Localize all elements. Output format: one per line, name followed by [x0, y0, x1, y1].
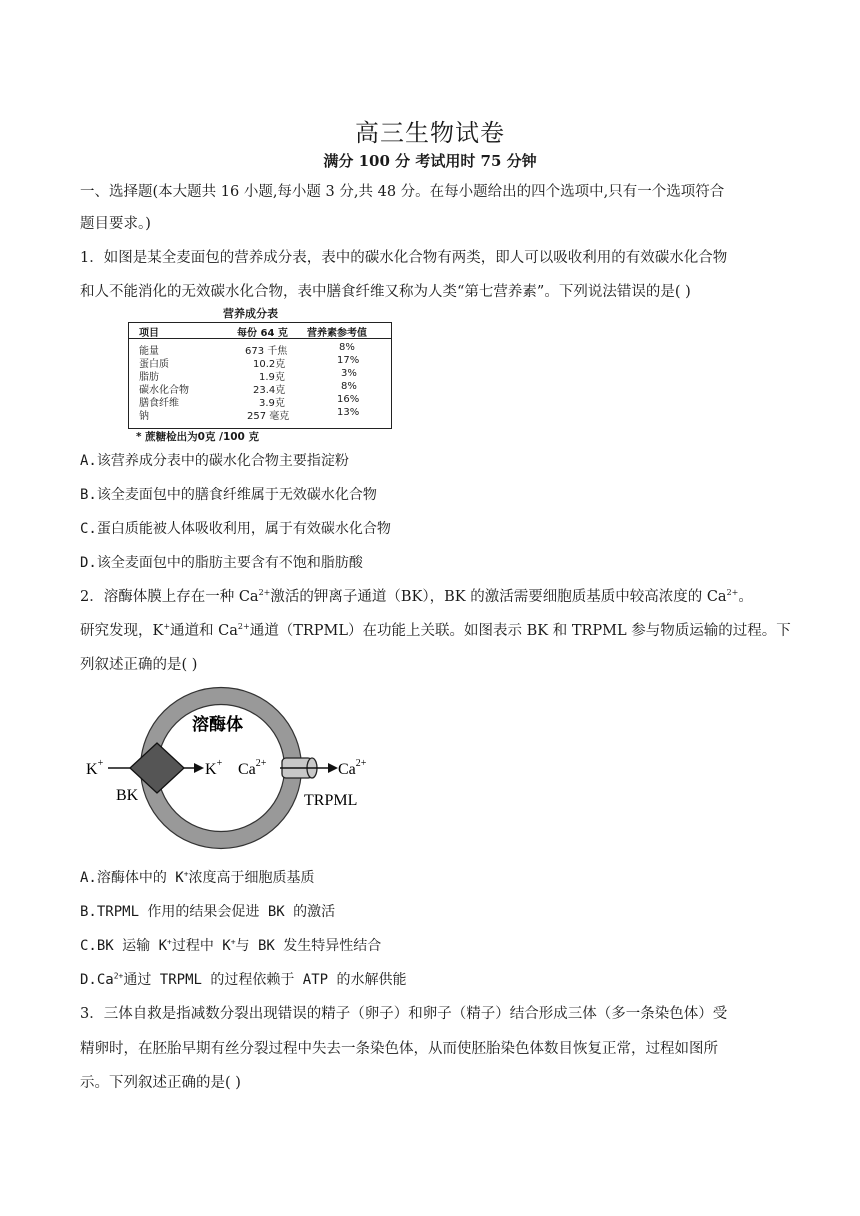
nutrition-table-header [129, 323, 391, 339]
table-cell: 碳水化合物 [139, 385, 189, 396]
table-cell: 10.2克 [253, 359, 286, 370]
q2-stem-3: 列叙述正确的是( ) [80, 657, 198, 673]
section-instruction-2: 题目要求。) [80, 216, 151, 232]
arrowhead-icon [328, 763, 338, 773]
q2-stem-1-part: 。 [738, 589, 753, 605]
superscript: 2+ [113, 971, 124, 981]
superscript: + [183, 869, 189, 879]
k-left-label: K+ [86, 758, 104, 778]
nutrition-table-footnote: * 蔗糖检出为0克 /100 克 [136, 431, 260, 443]
q1-option-b[interactable]: B.该全麦面包中的膳食纤维属于无效碳水化合物 [80, 487, 377, 503]
superscript: 2+ [726, 588, 739, 598]
q2-stem-1-part: 激活的钾离子通道（BK），BK 的激活需要细胞质基质中较高浓度的 Ca [270, 589, 727, 605]
q2-stem-2-part: 通道（TRPML）在功能上关联。如图表示 BK 和 TRPML 参与物质运输的过程。下 [249, 623, 791, 639]
superscript: + [230, 937, 236, 947]
table-cell: 蛋白质 [139, 359, 169, 370]
superscript: + [167, 937, 172, 947]
table-header-cell: 每份 64 克 [237, 328, 288, 339]
table-cell: 膳食纤维 [139, 398, 179, 409]
table-cell: 8% [339, 342, 355, 353]
option-text: 浓度高于细胞质基质 [188, 870, 315, 886]
bk-channel [130, 743, 184, 793]
ca-left-label: $Ca^{2+}$ [238, 758, 267, 778]
table-row [129, 368, 391, 381]
arrowhead-icon [194, 763, 204, 773]
q2-option-c[interactable] [80, 935, 381, 955]
q1-stem-1: 1．如图是某全麦面包的营养成分表，表中的碳水化合物有两类，即人可以吸收利用的有效碳水化合物 [80, 250, 728, 266]
table-cell: 钠 [139, 411, 149, 422]
option-text: 过程中 K [171, 938, 231, 954]
q2-stem-2 [80, 619, 791, 640]
ca-right-label: $Ca^{2+}$ [338, 758, 367, 778]
table-row [129, 407, 391, 420]
table-cell: 1.9克 [259, 372, 285, 383]
lysosome-diagram [80, 680, 380, 860]
q1-option-d[interactable]: D.该全麦面包中的脂肪主要含有不饱和脂肪酸 [80, 555, 363, 571]
option-text: C.BK 运输 K [80, 938, 168, 954]
table-header-cell: 营养素参考值 [307, 328, 367, 339]
table-row [129, 355, 391, 368]
table-cell: 脂肪 [139, 372, 159, 383]
q2-stem-1 [80, 585, 753, 606]
table-cell: 23.4克 [253, 385, 286, 396]
q2-option-d[interactable] [80, 969, 407, 989]
table-cell: 能量 [139, 346, 159, 357]
table-cell: 3% [341, 368, 357, 379]
superscript: 2+ [237, 622, 250, 632]
option-text: 通过 TRPML 的过程依赖于 ATP 的水解供能 [123, 972, 407, 988]
q3-stem-3: 示。下列叙述正确的是( ) [80, 1075, 241, 1091]
superscript: 2+ [258, 588, 271, 598]
table-cell: 257 毫克 [247, 411, 290, 422]
table-row [129, 394, 391, 407]
q2-stem-2-part: 通道和 Ca [170, 623, 238, 639]
table-cell: 8% [341, 381, 357, 392]
nutrition-table-box [128, 322, 392, 429]
q2-option-b[interactable]: B.TRPML 作用的结果会促进 BK 的激活 [80, 904, 336, 920]
section-instruction-1: 一、选择题(本大题共 16 小题,每小题 3 分,共 48 分。在每小题给出的四个选项中,只有一个选项符合 [80, 184, 725, 200]
nutrition-table [128, 305, 428, 445]
table-cell: 16% [337, 394, 360, 405]
table-row [129, 342, 391, 355]
q3-stem-1: 3．三体自救是指减数分裂出现错误的精子（卵子）和卵子（精子）结合形成三体（多一条染色体）受 [80, 1006, 728, 1022]
nutrition-table-title: 营养成分表 [223, 307, 278, 320]
superscript: + [163, 622, 171, 632]
q1-stem-2: 和人不能消化的无效碳水化合物，表中膳食纤维又称为人类“第七营养素”。下列说法错误的是( ) [80, 284, 691, 300]
q1-option-a[interactable]: A.该营养成分表中的碳水化合物主要指淀粉 [80, 453, 349, 469]
q2-option-a[interactable] [80, 867, 315, 887]
q3-stem-2: 精卵时，在胚胎早期有丝分裂过程中失去一条染色体，从而使胚胎染色体数目恢复正常，过程如图所 [80, 1041, 718, 1057]
lysosome-label: 溶酶体 [192, 715, 243, 735]
page-title: 高三生物试卷 [355, 119, 505, 147]
option-text: 与 BK 发生特异性结合 [235, 938, 382, 954]
bk-label: BK [116, 787, 139, 804]
table-row [129, 381, 391, 394]
table-cell: 3.9克 [259, 398, 285, 409]
q2-stem-1-part: 2．溶酶体膜上存在一种 Ca [80, 589, 259, 605]
option-text: D.Ca [80, 972, 114, 988]
k-right-label: K+ [205, 758, 223, 778]
option-text: A.溶酶体中的 K [80, 870, 184, 886]
q1-option-c[interactable]: C.蛋白质能被人体吸收利用，属于有效碳水化合物 [80, 521, 391, 537]
table-cell: 13% [337, 407, 360, 418]
table-cell: 17% [337, 355, 360, 366]
table-cell: 673 千焦 [245, 346, 288, 357]
trpml-label: TRPML [304, 792, 358, 809]
q2-stem-2-part: 研究发现，K [80, 623, 164, 639]
exam-info: 满分 100 分 考试用时 75 分钟 [323, 152, 537, 170]
table-header-cell: 项目 [139, 328, 159, 339]
